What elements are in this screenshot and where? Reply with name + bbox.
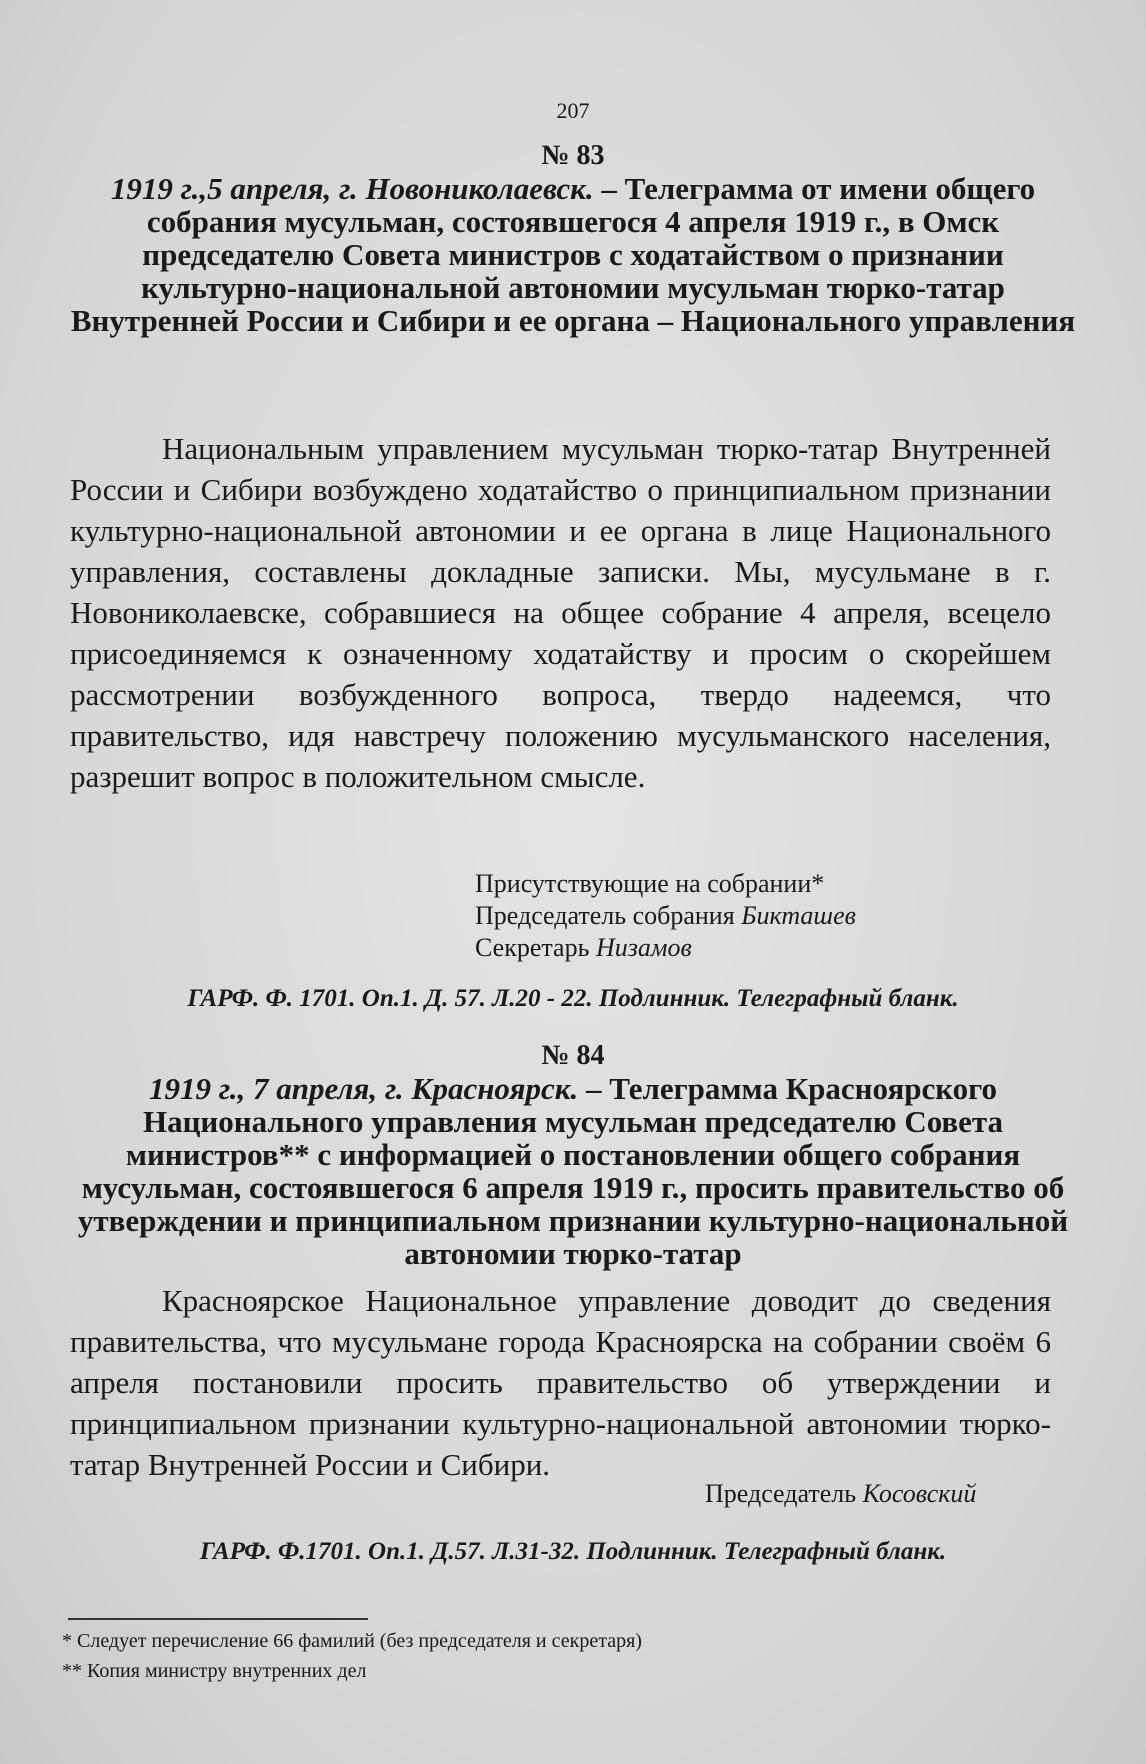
- doc-84-number: № 84: [541, 1040, 605, 1071]
- doc-84-chair: [705, 1478, 1105, 1510]
- doc-83-archive-block: [0, 985, 1146, 1013]
- doc-84-chair-name: Косовский: [862, 1479, 977, 1508]
- doc-83-number: № 83: [541, 140, 605, 171]
- doc-84-date-place: 1919 г., 7 апреля, г. Красноярск.: [149, 1071, 579, 1106]
- doc-83-heading: [0, 172, 1146, 337]
- document-84: [0, 1040, 1146, 1270]
- doc-84-body: Красноярское Национальное управление доводит до сведения правительства, что мусульмане города Красноярска на собрании своём 6 апреля постановили просить правительство об утверждении и принципиальном признании культурно-национальной автономии тюрко-татар Внутренней России и Сибири.: [70, 1283, 1051, 1482]
- doc-83-title: – Телеграмма от имени общего собрания мусульман, состоявшегося 4 апреля 1919 г., в Омск председателю Совета министров с ходатайством о признании культурно-национальной автономии мусульман тюрко-татар Внутренней России и Сибири и ее органа – Национального управления: [70, 171, 1076, 338]
- doc-83-body-block: [0, 428, 1146, 797]
- doc-83-chair-name: Бикташев: [741, 901, 856, 930]
- footnote-divider: [68, 1618, 368, 1620]
- doc-83-attendees: Присутствующие на собрании*: [475, 869, 825, 898]
- doc-84-heading: [0, 1072, 1146, 1270]
- doc-83-secretary-name: Низамов: [595, 933, 692, 962]
- doc-84-title: – Телеграмма Красноярского Национального управления мусульман председателю Совета министров** с информацией о постановлении общего собрания мусульман, состоявшегося 6 апреля 1919 г., просить правительство об утверждении и принципиальном признании культурно-национальной автономии тюрко-татар: [77, 1071, 1069, 1271]
- doc-83-date-place: 1919 г.,5 апреля, г. Новониколаевск.: [110, 171, 594, 206]
- doc-84-archive-block: [0, 1538, 1146, 1566]
- page-number: 207: [556, 98, 590, 123]
- doc-83-secretary: [475, 932, 1075, 964]
- doc-83-signatures: [475, 868, 1075, 964]
- doc-84-body-block: [0, 1280, 1146, 1485]
- doc-83-archive: ГАРФ. Ф. 1701. Оп.1. Д. 57. Л.20 - 22. Подлинник. Телеграфный бланк.: [187, 985, 959, 1012]
- footnote-1: * Следует перечисление 66 фамилий (без председателя и секретаря): [62, 1630, 642, 1652]
- doc-84-signatures: [705, 1478, 1105, 1510]
- doc-84-archive: ГАРФ. Ф.1701. Оп.1. Д.57. Л.31-32. Подлинник. Телеграфный бланк.: [199, 1538, 947, 1565]
- doc-83-secretary-label: Секретарь: [475, 933, 590, 962]
- footnote-2: ** Копия министру внутренних дел: [62, 1660, 367, 1682]
- doc-83-body: Национальным управлением мусульман тюрко-татар Внутренней России и Сибири возбуждено ходатайство о принципиальном признании культурно-национальной автономии и ее органа в лице Национального управления, составлены докладные записки. Мы, мусульмане в г. Новониколаевске, собравшиеся на общее собрание 4 апреля, всецело присоединяемся к означенному ходатайству и просим о скорейшем рассмотрении возбужденного вопроса, твердо надеемся, что правительство, идя навстречу положению мусульманского населения, разрешит вопрос в положительном смысле.: [70, 431, 1051, 794]
- doc-84-chair-label: Председатель: [705, 1479, 857, 1508]
- doc-83-chair: [475, 900, 1075, 932]
- doc-83-chair-label: Председатель собрания: [475, 901, 735, 930]
- document-83: [0, 140, 1146, 337]
